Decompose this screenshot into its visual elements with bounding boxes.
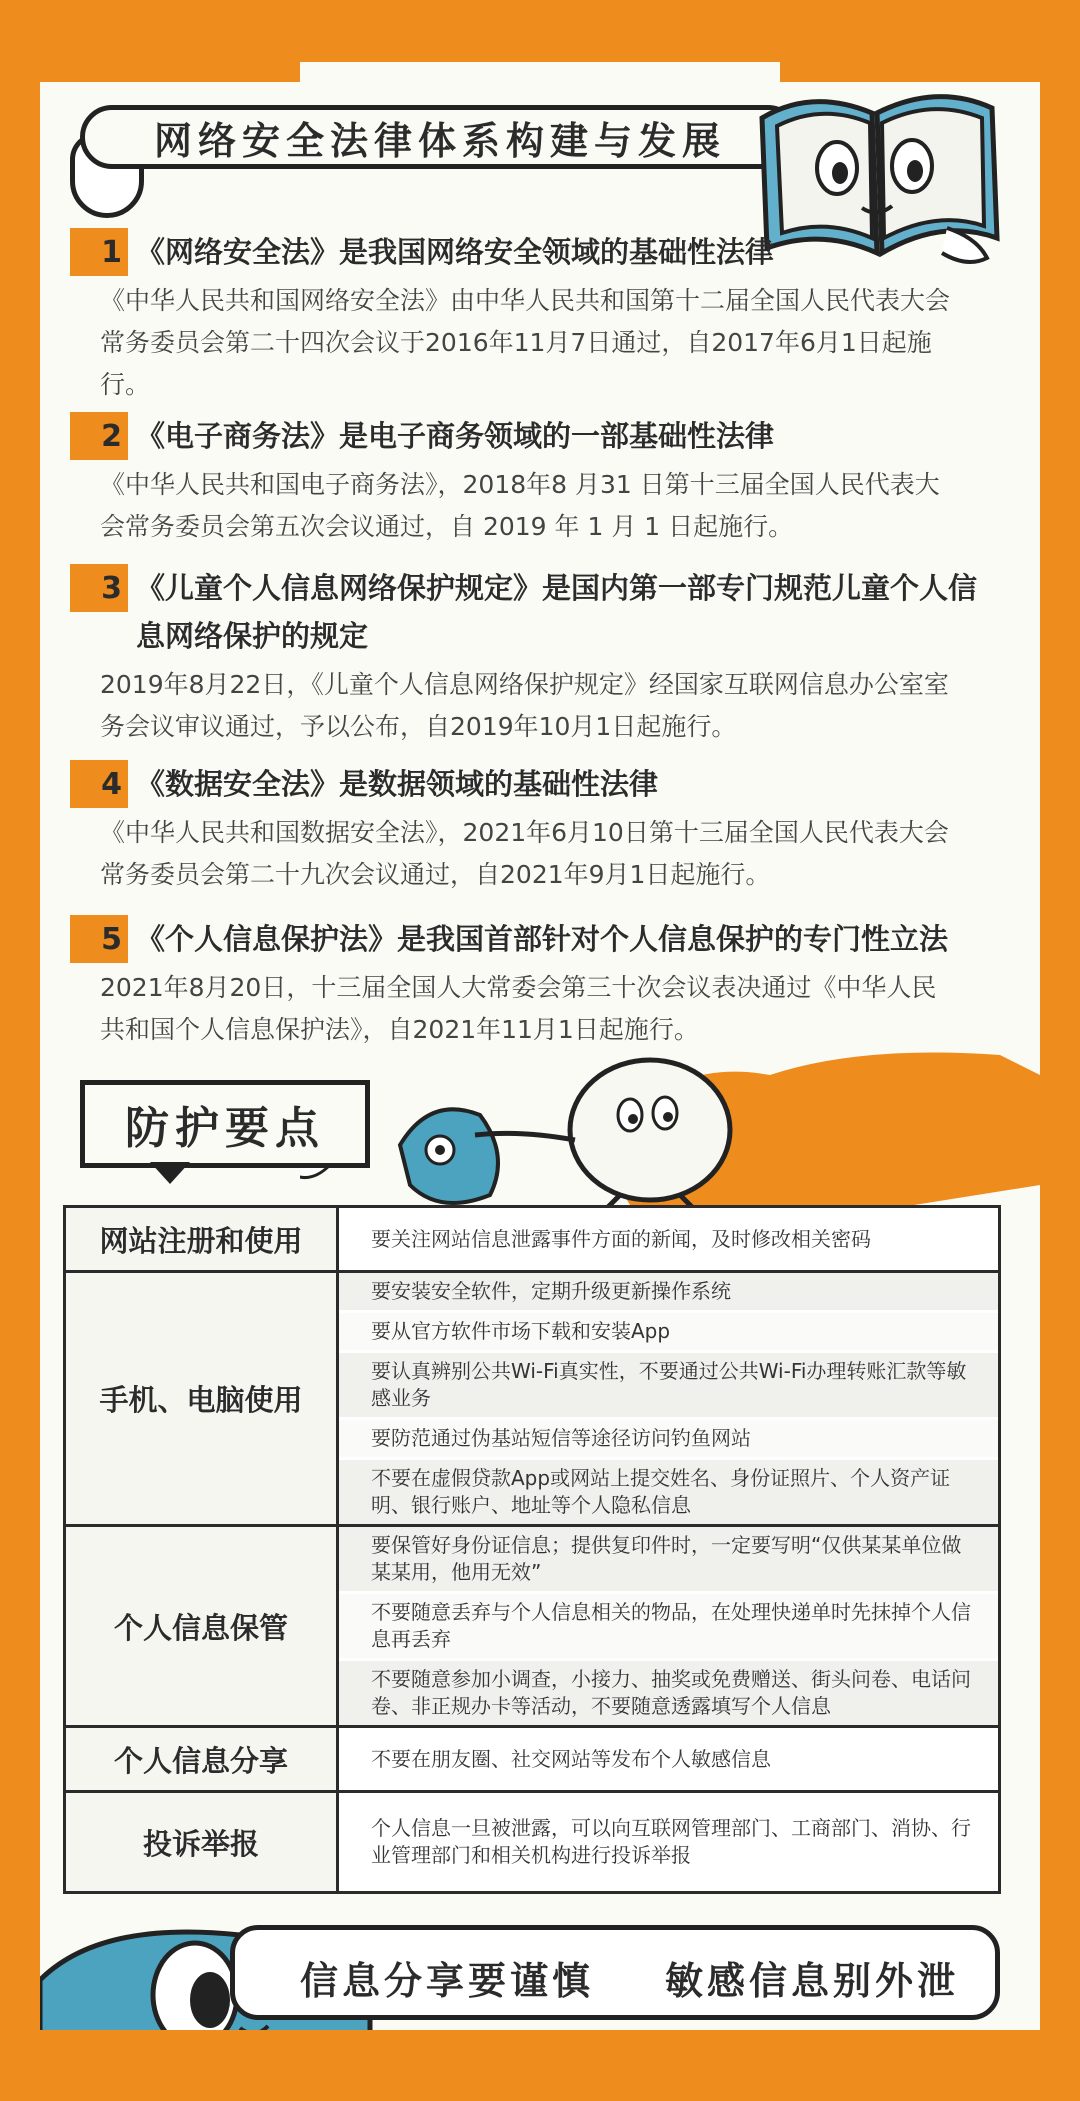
law-title: 《电子商务法》是电子商务领域的一部基础性法律 [136,419,775,453]
law-section-4 [70,760,1020,896]
law-body: 2021年8月20日，十三届全国人大常委会第三十次会议表决通过《中华人民共和国个人信息保护法》，自2021年11月1日起施行。 [100,973,937,1044]
list-item: 个人信息一旦被泄露，可以向互联网管理部门、工商部门、消协、行业管理部门和相关机构进行投诉举报 [339,1803,998,1881]
items-cell [338,1272,1000,1526]
protection-title: 防护要点 [125,1103,325,1154]
law-section-1 [70,228,1020,406]
table-row [65,1272,1000,1526]
slogan-left: 信息分享要谨慎 [300,1959,595,2003]
law-body: 2019年8月22日，《儿童个人信息网络保护规定》经国家互联网信息办公室室务会议审议通过，予以公布，自2019年10月1日起施行。 [100,670,949,741]
category-cell: 手机、电脑使用 [65,1272,338,1526]
list-item: 要安装安全软件，定期升级更新操作系统 [339,1273,998,1313]
items-cell [338,1792,1000,1893]
list-item: 要认真辨别公共Wi-Fi真实性，不要通过公共Wi-Fi办理转账汇款等敏感业务 [339,1353,998,1420]
list-item: 不要在虚假贷款App或网站上提交姓名、身份证照片、个人资产证明、银行账户、地址等个人隐私信息 [339,1460,998,1524]
slogan-right: 敏感信息别外泄 [665,1959,960,2003]
law-number-tab: 5 [70,915,128,963]
law-number-tab: 1 [70,228,128,276]
law-title: 《个人信息保护法》是我国首部针对个人信息保护的专门性立法 [136,922,949,956]
law-body: 《中华人民共和国网络安全法》由中华人民共和国第十二届全国人民代表大会常务委员会第二十四次会议于2016年11月7日通过，自2017年6月1日起施行。 [100,286,951,399]
list-item: 不要在朋友圈、社交网站等发布个人敏感信息 [339,1733,998,1786]
category-cell: 投诉举报 [65,1792,338,1893]
law-section-5 [70,915,1020,1051]
law-number-tab: 2 [70,412,128,460]
cartoon-scene-icon [300,1035,1040,1220]
law-title: 《数据安全法》是数据领域的基础性法律 [136,767,659,801]
table-row [65,1207,1000,1272]
law-body: 《中华人民共和国电子商务法》，2018年8 月31 日第十三届全国人民代表大会常务委员会第五次会议通过，自 2019 年 1 月 1 日起施行。 [100,470,940,541]
category-cell: 网站注册和使用 [65,1207,338,1272]
list-item: 要关注网站信息泄露事件方面的新闻，及时修改相关密码 [339,1213,998,1266]
law-title: 《儿童个人信息网络保护规定》是国内第一部专门规范儿童个人信息网络保护的规定 [136,571,978,653]
list-item: 要从官方软件市场下载和安装App [339,1313,998,1353]
law-number-tab: 4 [70,760,128,808]
list-item: 不要随意参加小调查，小接力、抽奖或免费赠送、街头问卷、电话问卷、非正规办卡等活动，不要随意透露填写个人信息 [339,1661,998,1725]
law-section-2 [70,412,1020,548]
table-row [65,1792,1000,1893]
table-row [65,1526,1000,1727]
law-section-3 [70,564,1020,748]
protection-table [63,1205,1001,1894]
header-banner [80,105,800,169]
items-cell [338,1526,1000,1727]
law-number-tab: 3 [70,564,128,612]
items-cell [338,1207,1000,1272]
law-body: 《中华人民共和国数据安全法》，2021年6月10日第十三届全国人民代表大会常务委员会第二十九次会议通过，自2021年9月1日起施行。 [100,818,949,889]
banner-pointer [150,1162,190,1184]
page-title: 网络安全法律体系构建与发展 [153,118,726,163]
items-cell [338,1727,1000,1792]
category-cell: 个人信息分享 [65,1727,338,1792]
law-title: 《网络安全法》是我国网络安全领域的基础性法律 [136,235,775,269]
protection-banner [80,1080,370,1168]
category-cell: 个人信息保管 [65,1526,338,1727]
list-item: 不要随意丢弃与个人信息相关的物品，在处理快递单时先抹掉个人信息再丢弃 [339,1594,998,1661]
list-item: 要保管好身份证信息；提供复印件时，一定要写明“仅供某某单位做某某用，他用无效” [339,1527,998,1594]
table-row [65,1727,1000,1792]
list-item: 要防范通过伪基站短信等途径访问钓鱼网站 [339,1420,998,1460]
